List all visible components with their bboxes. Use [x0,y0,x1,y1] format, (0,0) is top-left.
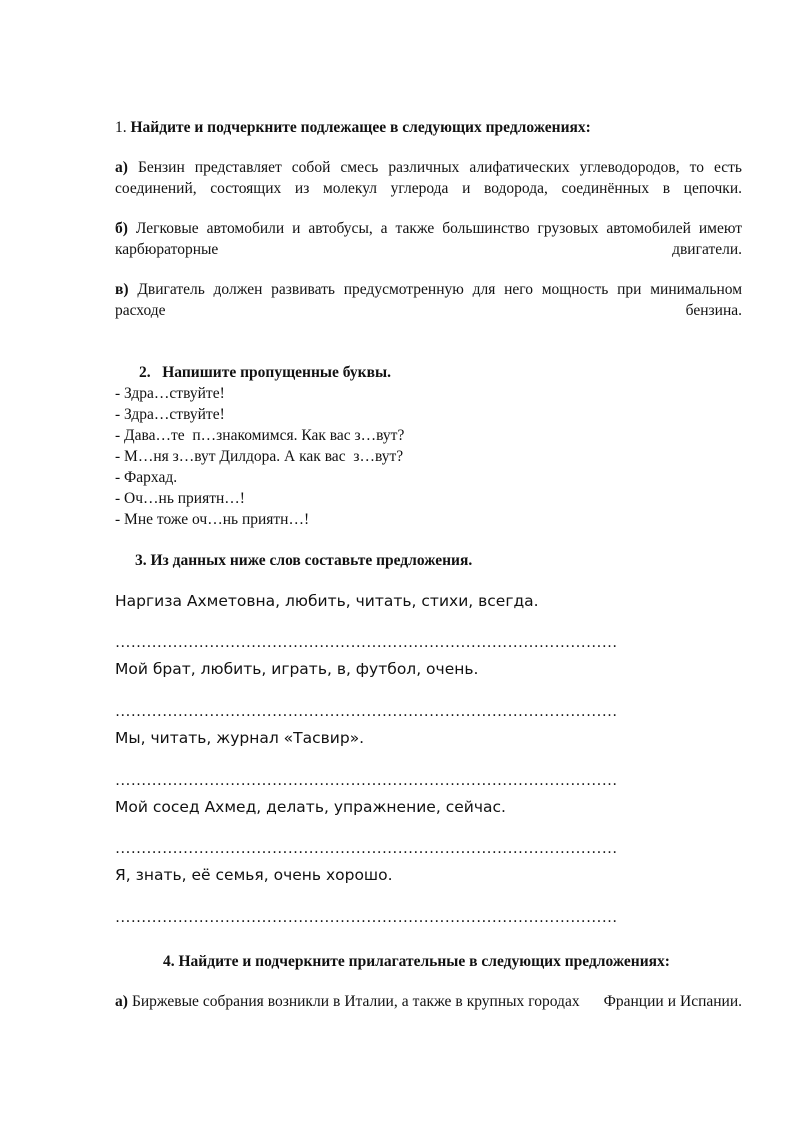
task4-item-a-letter: а) [115,993,128,1010]
answer-line[interactable]: …………………………………………………………………………………… [115,772,618,789]
task3-sentence: Наргиза Ахметовна, любить, читать, стихи, всегда. [115,592,539,610]
task4-title: Найдите и подчеркните прилагательные в следующих предложениях: [178,953,670,970]
task3-sentence: Мой брат, любить, играть, в, футбол, очень. [115,660,479,678]
task2-heading [139,362,391,383]
task1-item-c-letter: в) [115,281,129,298]
task2-line: - Здра…ствуйте! [115,385,225,402]
task2-line: - Дава…те п…знакомимся. Как вас з…вут? [115,427,405,444]
answer-line[interactable]: …………………………………………………………………………………… [115,909,618,926]
task3-sentence: Мой сосед Ахмед, делать, упражнение, сейчас. [115,798,506,816]
task1-item-a [115,157,742,220]
task3-heading [135,550,472,571]
task1-item-c [115,279,742,342]
task2-dialogue [115,383,404,530]
task3-sentence: Я, знать, её семья, очень хорошо. [115,866,393,884]
task1-heading [115,117,742,138]
task1-item-b-letter: б) [115,220,128,237]
task2-line: - Фархад. [115,469,178,486]
task2-line: - Мне тоже оч…нь приятн…! [115,511,310,528]
task4-number: 4. [163,953,175,970]
task1-item-b-text: Легковые автомобили и автобусы, а также большинство грузовых автомобилей имеют карбюраторные двигатели. [115,220,742,258]
task3-sentence: Мы, читать, журнал «Тасвир». [115,729,365,747]
task1-item-c-text: Двигатель должен развивать предусмотренную для него мощность при минимальном расходе бензина. [115,281,743,319]
task4-item-a [115,991,742,1033]
task2-line: - Здра…ствуйте! [115,406,225,423]
task1-item-a-text: Бензин представляет собой смесь различных алифатических углеводородов, то есть соединений, состоящих из молекул углерода и водорода, соединённых в цепочки. [115,159,742,197]
task1-item-b [115,218,742,281]
answer-line[interactable]: …………………………………………………………………………………… [115,703,618,720]
task2-line: - М…ня з…вут Дилдора. А как вас з…вут? [115,448,404,465]
task3-number: 3. [135,552,147,569]
task4-item-a-text: Биржевые собрания возникли в Италии, а также в крупных городах Франции и Испании. [131,993,743,1010]
task4-heading [163,951,670,972]
task1-item-a-letter: а) [115,159,128,176]
answer-line[interactable]: …………………………………………………………………………………… [115,840,618,857]
task1-title: Найдите и подчеркните подлежащее в следующих предложениях: [130,119,591,136]
task2-line: - Оч…нь приятн…! [115,490,245,507]
task2-title: Напишите пропущенные буквы. [162,364,391,381]
task1-number: 1. [115,119,127,136]
task2-number: 2. [139,364,151,381]
task3-title: Из данных ниже слов составьте предложения. [150,552,473,569]
answer-line[interactable]: …………………………………………………………………………………… [115,634,618,651]
